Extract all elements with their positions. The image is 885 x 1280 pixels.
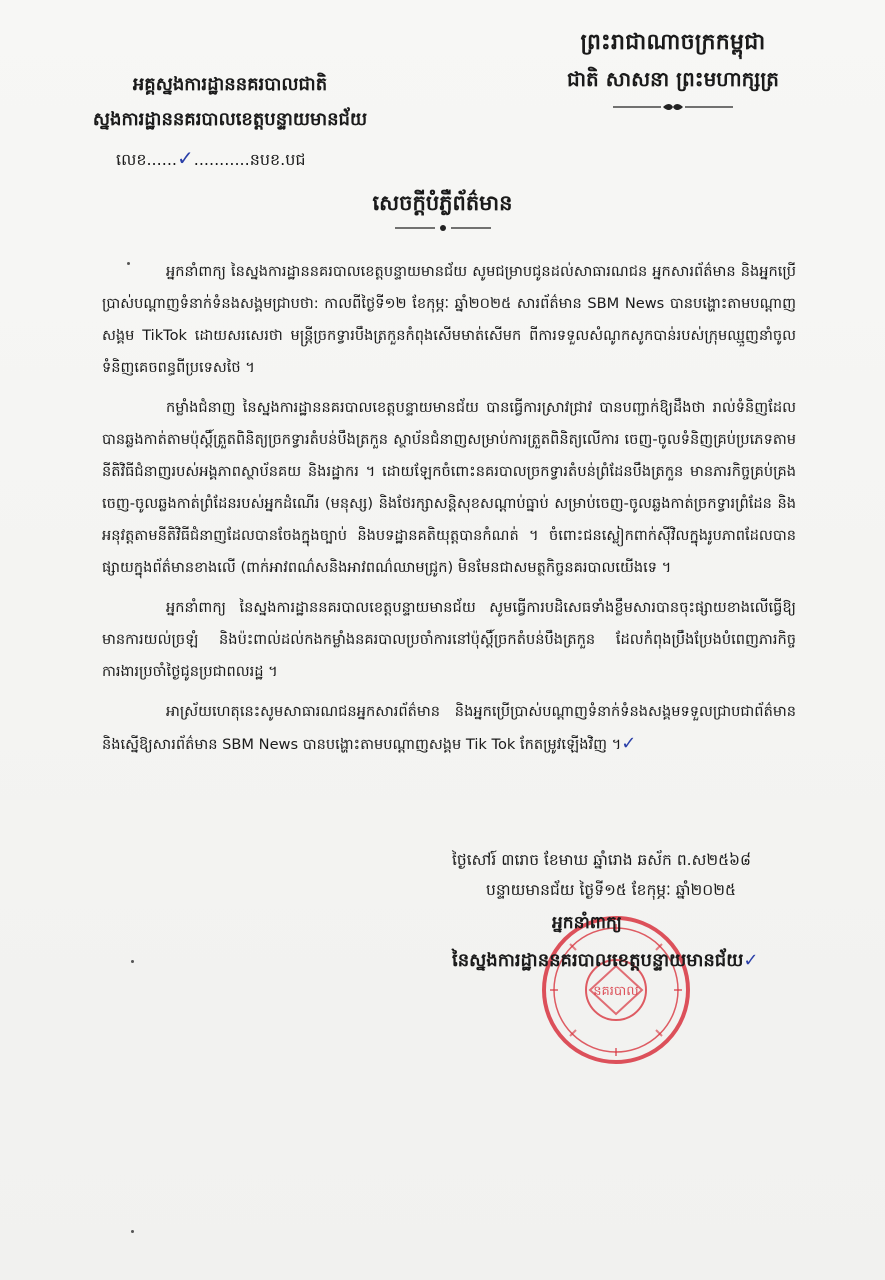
handwritten-reference-mark: ✓ bbox=[176, 146, 194, 170]
paragraph-1: អ្នកនាំពាក្យ នៃស្នងការដ្ឋាននគរបាលខេត្តបន្ទាយមានជ័យ សូមជម្រាបជូនដល់សាធារណជន អ្នកសារព័ត៌មាន និងអ្នកប្រើប្រាស់បណ្ដាញទំនាក់ទំនងសង្គមជ្រាបថា: កាលពីថ្ងៃទី១២ ខែកុម្ភៈ ឆ្នាំ២០២៥ សារព័ត៌មាន SBM News បានបង្ហោះតាមបណ្ដាញសង្គម TikTok ដោយសរសេរថា មន្ត្រីច្រកទ្វារបឹងត្រកួនកំពុងសើមមាត់សើមក ពីការទទួលសំណូកសូកបាន់របស់ក្រុមឈ្មួញនាំចូលទំនិញគេចពន្ធពីប្រទេសថៃ ។ bbox=[102, 263, 796, 376]
scan-speck bbox=[131, 1230, 134, 1233]
paragraph-4-text: អាស្រ័យហេតុនេះសូមសាធារណជនអ្នកសារព័ត៌មាន និងអ្នកប្រើប្រាស់បណ្ដាញទំនាក់ទំនងសង្គមទទួលជ្រាបជាព័ត៌មាន និងស្នើឱ្យសារព័ត៌មាន SBM News បានបង្ហោះតាមបណ្ដាញសង្គម Tik Tok កែតម្រូវឡើងវិញ ។ bbox=[102, 703, 796, 753]
signer-organization bbox=[452, 948, 758, 975]
reference-suffix: ...........នបខ.បជ bbox=[193, 150, 306, 169]
scan-speck bbox=[127, 262, 130, 265]
paragraph-2: កម្លាំងជំនាញ នៃស្នងការដ្ឋាននគរបាលខេត្តបន្ទាយមានជ័យ បានធ្វើការស្រាវជ្រាវ បានបញ្ជាក់ឱ្យដឹងថា រាល់ទំនិញដែលបានឆ្លងកាត់តាមប៉ុស្តិ៍ត្រួតពិនិត្យច្រកទ្វារតំបន់បឹងត្រកួន ស្ថាប័នជំនាញសម្រាប់ការត្រួតពិនិត្យលើការ ចេញ-ចូលទំនិញគ្រប់ប្រភេទតាមនីតិវិធីជំនាញរបស់អង្គភាពស្ថាប័នគយ និងរដ្ឋាករ ។ ដោយឡែកចំពោះនគរបាលច្រកទ្វារតំបន់ព្រំដែនបឹងត្រកួន មានភារកិច្ចគ្រប់គ្រងចេញ-ចូលឆ្លងកាត់ព្រំដែនរបស់អ្នកដំណើរ (មនុស្ស) និងថែរក្សាសន្តិសុខសណ្ដាប់ធ្នាប់ សម្រាប់ចេញ-ចូលឆ្លងកាត់ច្រកទ្វារព្រំដែន និងអនុវត្តតាមនីតិវិធីជំនាញដែលបានចែងក្នុងច្បាប់ និងបទដ្ឋានគតិយុត្តបានកំណត់ ។ ចំពោះជនស្លៀកពាក់ស៊ីវិលក្នុងរូបភាពដែលបានផ្សាយក្នុងព័ត៌មានខាងលើ (ពាក់អាវពណ៌សនិងអាវពណ៌ឈាមជ្រូក) មិនមែនជាសមត្ថកិច្ចនគរបាលយើងទេ ។ bbox=[102, 399, 796, 576]
kingdom-title: ព្រះរាជាណាចក្រកម្ពុជា bbox=[580, 30, 766, 55]
paragraph-3: អ្នកនាំពាក្យ នៃស្នងការដ្ឋាននគរបាលខេត្តបន្ទាយមានជ័យ សូមធ្វើការបដិសេធទាំងខ្លឹមសារបានចុះផ្សាយខាងលើធ្វើឱ្យមានការយល់ច្រឡំ និងប៉ះពាល់ដល់កងកម្លាំងនគរបាលប្រចាំការនៅប៉ុស្តិ៍ច្រកតំបន់បឹងត្រកួន ដែលកំពុងប្រឹងប្រែងបំពេញភារកិច្ចការងារប្រចាំថ្ងៃជូនប្រជាពលរដ្ឋ ។ bbox=[102, 599, 796, 680]
seal-center-text: នគរបាល bbox=[593, 984, 639, 999]
scan-speck bbox=[131, 960, 134, 963]
national-motto: ជាតិ សាសនា ព្រះមហាក្សត្រ bbox=[567, 67, 779, 91]
header-ornament bbox=[523, 102, 823, 112]
document-body bbox=[102, 256, 796, 769]
signer-title: អ្នកនាំពាក្យ bbox=[552, 913, 622, 933]
document-title: សេចក្ដីបំភ្លឺព័ត៌មាន bbox=[372, 191, 513, 215]
signature-mark: ✓ bbox=[743, 950, 759, 971]
place-and-date: បន្ទាយមានជ័យ ថ្ងៃទី១៥ ខែកុម្ភៈ ឆ្នាំ២០២៥ bbox=[486, 881, 736, 899]
reference-number bbox=[116, 146, 306, 173]
signer-organization-text: នៃស្នងការដ្ឋាននគរបាលខេត្តបន្ទាយមានជ័យ bbox=[452, 950, 744, 971]
title-underline-ornament bbox=[0, 224, 885, 232]
ministry-name: អគ្គស្នងការដ្ឋាននគរបាលជាតិ bbox=[132, 74, 328, 95]
department-name: ស្នងការដ្ឋាននគរបាលខេត្តបន្ទាយមានជ័យ bbox=[92, 109, 368, 130]
handwritten-end-mark: ✓ bbox=[621, 733, 637, 754]
issuing-authority bbox=[60, 72, 400, 134]
reference-prefix: លេខ...... bbox=[116, 150, 177, 169]
kingdom-header bbox=[523, 28, 823, 112]
lunar-date: ថ្ងៃសៅរ៍ ៣រោច ខែមាឃ ឆ្នាំរោង ឆស័ក ព.ស២៥៦៨ bbox=[452, 851, 751, 869]
paragraph-4 bbox=[102, 696, 796, 761]
